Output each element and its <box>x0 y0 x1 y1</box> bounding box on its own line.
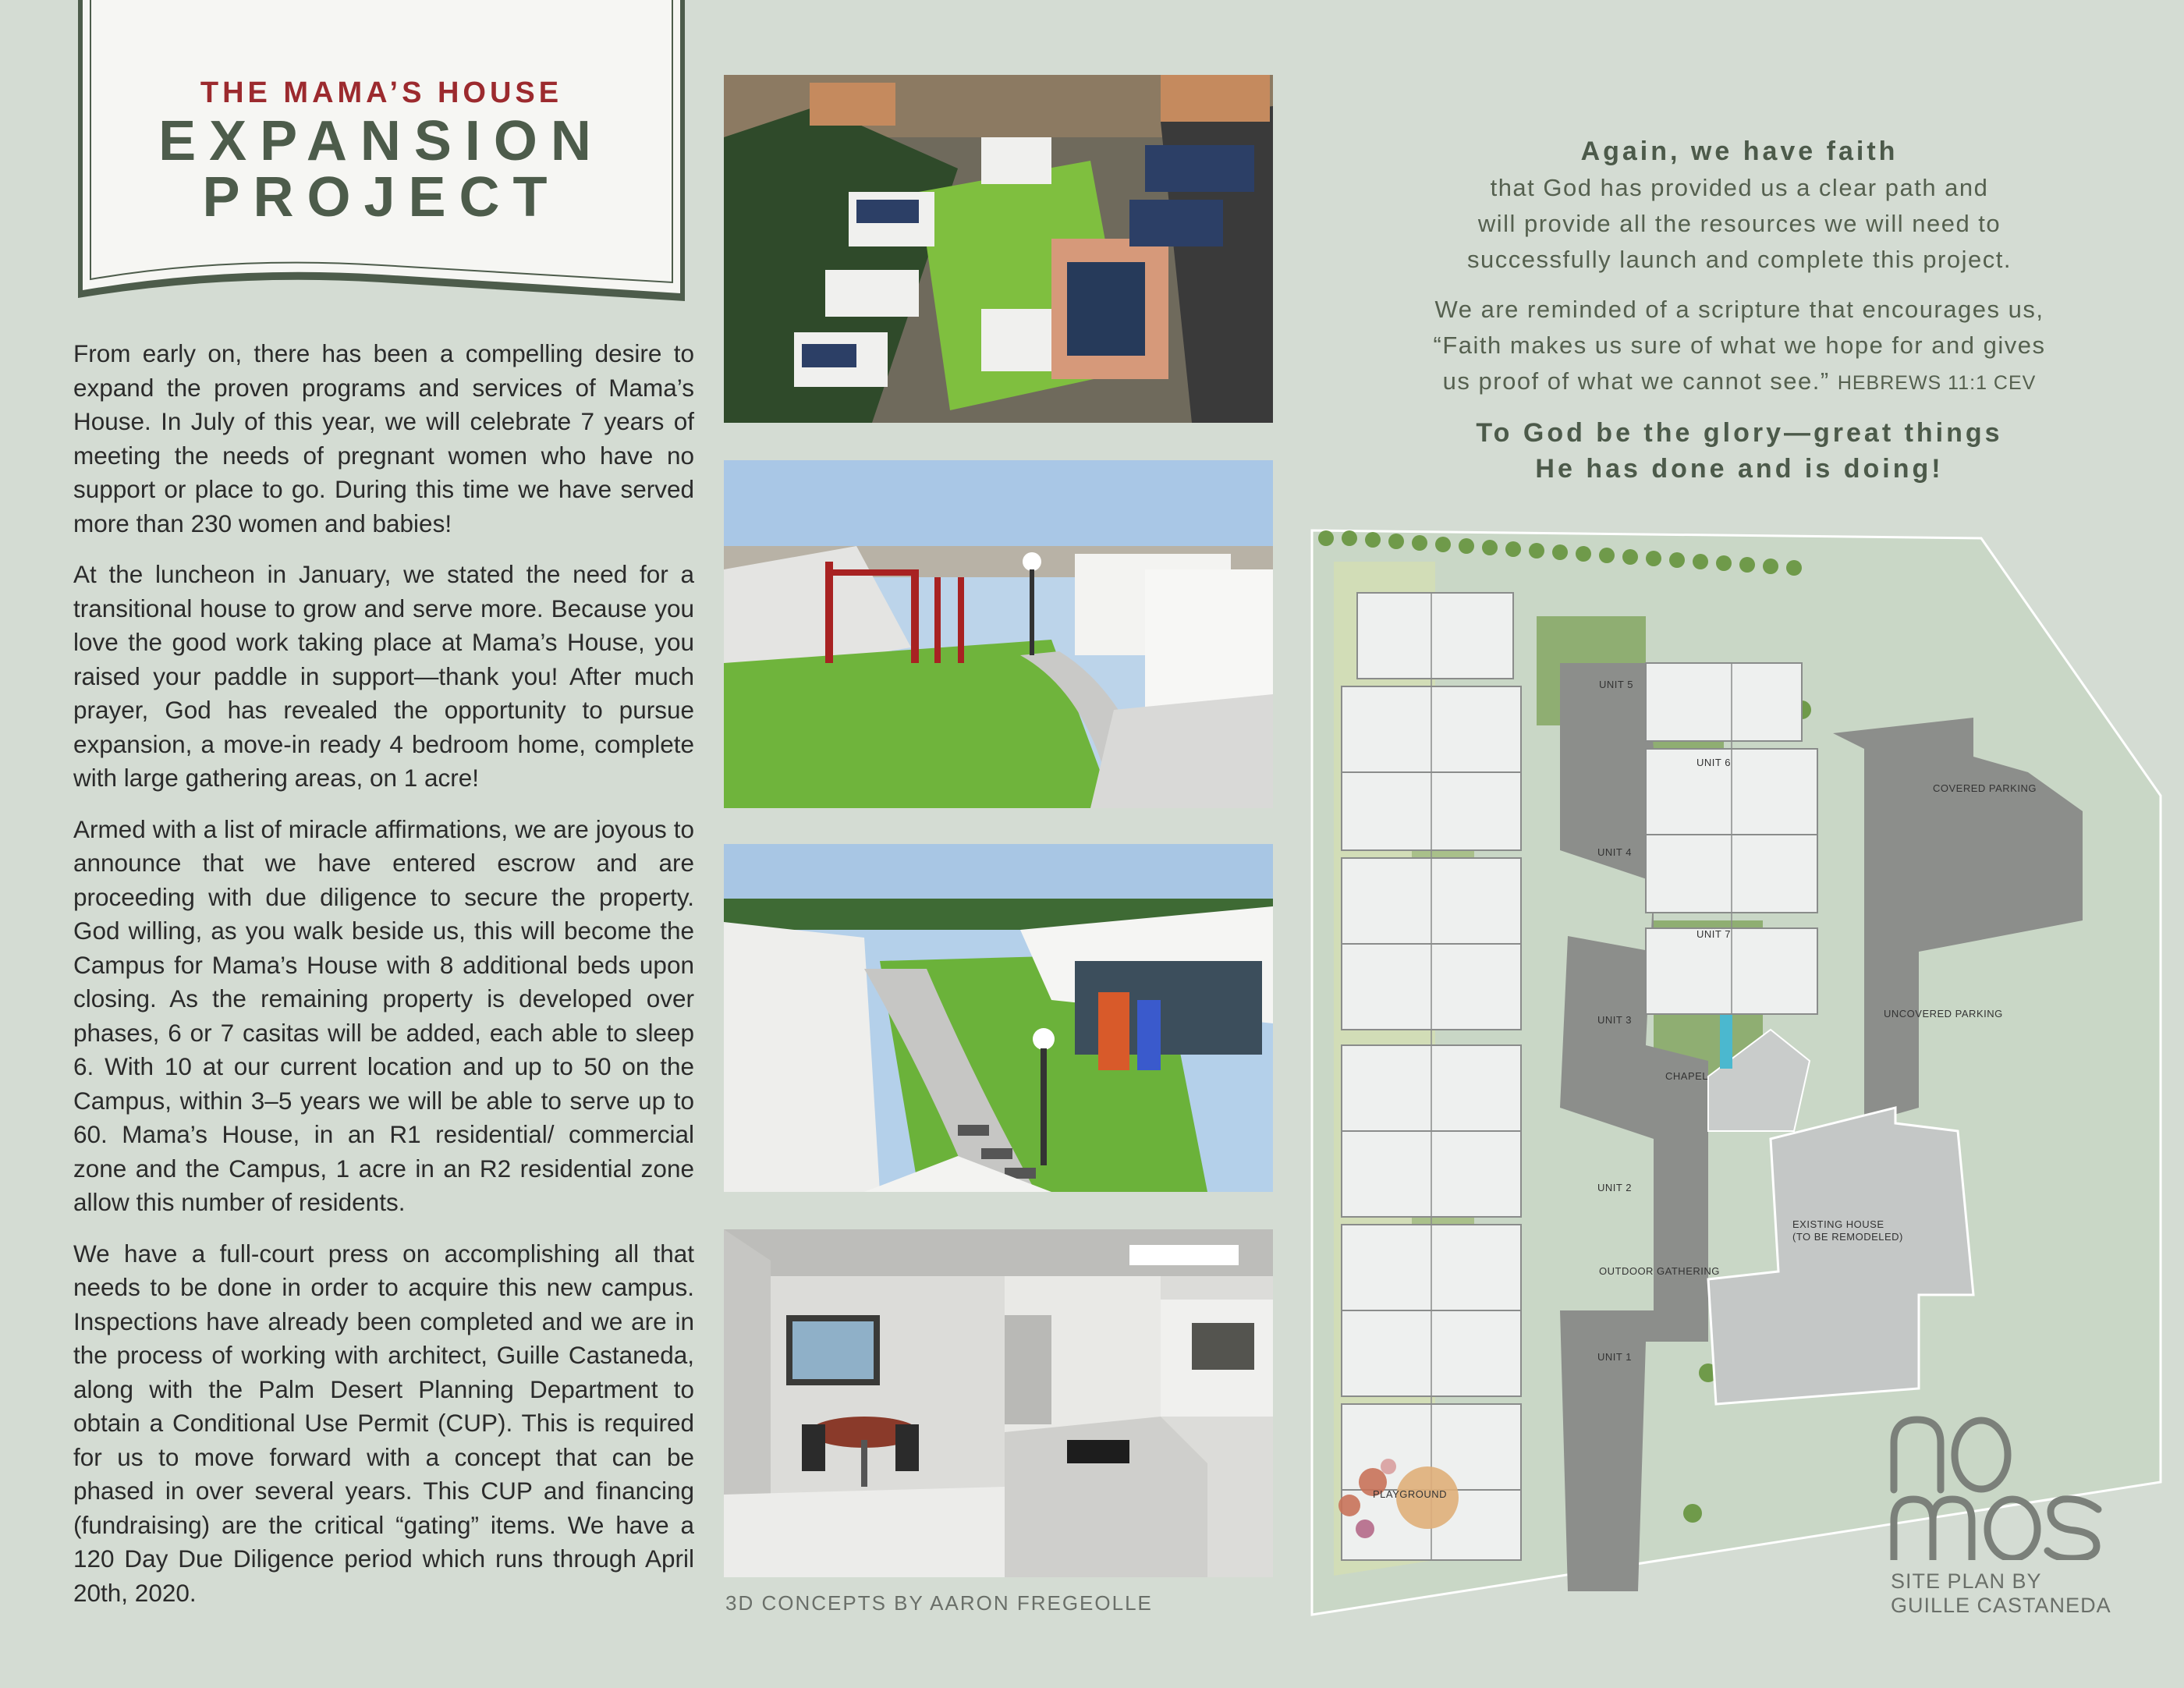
courtyard-render-photo <box>724 844 1273 1192</box>
scripture-line: “Faith makes us sure of what we hope for and gives <box>1433 332 2046 359</box>
scripture-citation: HEBREWS 11:1 CEV <box>1837 372 2037 394</box>
scripture-line-last <box>1373 363 2106 401</box>
glory-line: He has done and is doing! <box>1535 454 1944 484</box>
label-unit7: UNIT 7 <box>1696 928 1731 940</box>
credit-line: GUILLE CASTANEDA <box>1891 1594 2111 1617</box>
interior-render-photo <box>724 1229 1273 1577</box>
playground-render-photo <box>724 460 1273 808</box>
faith-line: successfully launch and complete this project. <box>1467 246 2012 273</box>
label-covered-parking: COVERED PARKING <box>1933 782 2037 794</box>
label-outdoor-gathering: OUTDOOR GATHERING <box>1599 1265 1720 1277</box>
label-uncovered-parking: UNCOVERED PARKING <box>1884 1008 2003 1020</box>
title-banner <box>73 0 690 312</box>
photos-credit: 3D CONCEPTS BY AARON FREGEOLLE <box>725 1591 1153 1615</box>
label-unit5: UNIT 5 <box>1599 679 1633 690</box>
banner-title-line2: PROJECT <box>202 166 561 229</box>
credit-line: SITE PLAN BY <box>1891 1569 2042 1593</box>
nomos-logo <box>1888 1412 2106 1560</box>
faith-line: will provide all the resources we will need to <box>1477 210 2001 237</box>
label-unit2: UNIT 2 <box>1597 1182 1632 1193</box>
label-playground: PLAYGROUND <box>1373 1488 1448 1500</box>
paragraph: From early on, there has been a compelling desire to expand the proven programs and services of Mama’s House. In July of this year, we will celebrate 7 years of meeting the needs of pregnant women who have no support or place to go. During this time we have served more than 230 women and babies! <box>73 339 694 537</box>
label-unit6: UNIT 6 <box>1696 757 1731 768</box>
paragraph: We have a full-court press on accomplishing all that needs to be done in order to acquire this new campus. Inspections have already been completed and we are in the process of working with architect, Guille Castaneda, along with the Palm Desert Planning Department to obtain a Conditional Use Permit (CUP). This is required for us to move forward with a concept that can be phased in over several years. This CUP and financing (fundraising) are the critical “gating” items. We have a 120 Day Due Diligence period which runs through April 20th, 2020. <box>73 1239 694 1607</box>
banner-subtitle: THE MAMA’S HOUSE <box>200 76 563 109</box>
label-unit4: UNIT 4 <box>1597 846 1632 858</box>
faith-line: that God has provided us a clear path and <box>1490 174 1989 201</box>
aerial-render-photo <box>724 75 1273 423</box>
banner-title-line1: EXPANSION <box>158 110 604 172</box>
glory-line: To God be the glory—great things <box>1476 418 2003 448</box>
scripture-line: We are reminded of a scripture that encourages us, <box>1434 296 2044 323</box>
scripture-quote-end: us proof of what we cannot see.” <box>1442 367 1830 395</box>
label-existing-house-note: (TO BE REMODELED) <box>1792 1231 1903 1243</box>
body-text <box>73 337 694 1627</box>
site-plan-credit <box>1891 1569 2111 1618</box>
label-unit3: UNIT 3 <box>1597 1014 1632 1026</box>
label-chapel: CHAPEL <box>1665 1070 1709 1082</box>
label-existing-house: EXISTING HOUSE <box>1792 1218 1884 1230</box>
faith-heading: Again, we have faith <box>1580 137 1899 166</box>
paragraph: Armed with a list of miracle affirmations, we are joyous to announce that we have entered escrow and are proceeding with due diligence to secure the property. God willing, as you walk beside us, this will become the Campus for Mama’s House with 8 additional beds upon closing. As the remaining property is developed over phases, 6 or 7 casitas will be added, each able to sleep 6. With 10 at our current location and up to 50 on the Campus, within 3–5 years we will be able to serve up to 60. Mama’s House, in an R1 residential/ commercial zone and the Campus, 1 acre in an R2 residential zone allow this number of residents. <box>73 814 694 1216</box>
faith-statement <box>1373 133 2106 487</box>
paragraph: At the luncheon in January, we stated the need for a transitional house to grow and serve more. Because you love the good work taking place at Mama’s House, you raised your paddle in support—thank you! After much prayer, God has revealed the opportunity to pursue expansion, a move-in ready 4 bedroom home, complete with large gathering areas, on 1 acre! <box>73 560 694 792</box>
label-unit1: UNIT 1 <box>1597 1351 1632 1363</box>
